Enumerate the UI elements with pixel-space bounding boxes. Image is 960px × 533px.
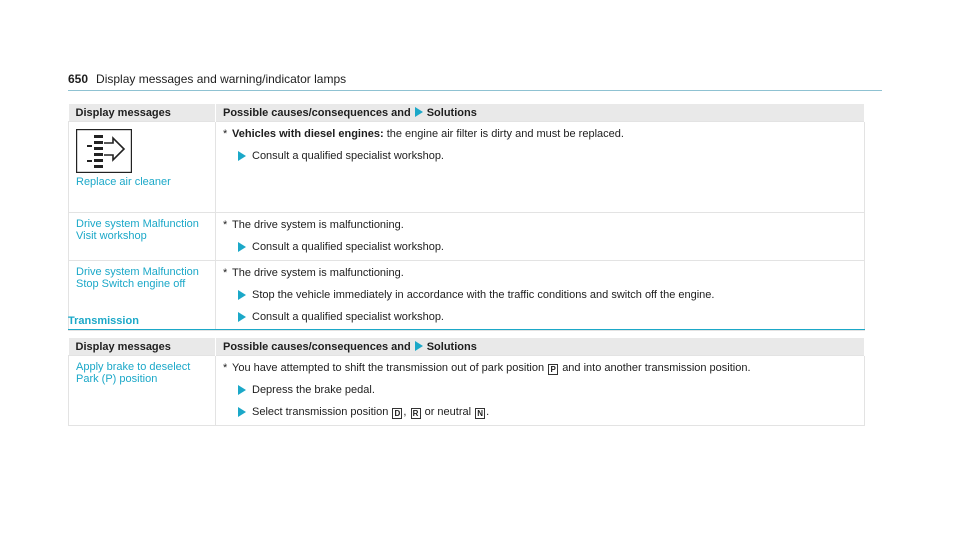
arrow-icon	[238, 407, 246, 417]
col-header-solutions: Possible causes/consequences and Solutions	[216, 338, 865, 356]
message-cell	[69, 122, 216, 213]
page-header-title: Display messages and warning/indicator lamps	[96, 72, 347, 86]
section-divider	[68, 329, 865, 330]
arrow-icon	[238, 385, 246, 395]
table-row	[69, 122, 865, 213]
display-messages-table	[68, 104, 865, 331]
solution-step: Consult a qualified specialist workshop.	[223, 240, 857, 254]
solution-step: Consult a qualified specialist workshop.	[223, 149, 857, 163]
table-header-row	[69, 104, 865, 122]
solution-cell	[216, 213, 865, 261]
arrow-icon	[415, 341, 423, 351]
solution-cell	[216, 356, 865, 426]
air-filter-icon	[76, 129, 132, 173]
message-text: Replace air cleaner	[76, 176, 171, 188]
table-header-row	[69, 338, 865, 356]
transmission-messages-table	[68, 338, 865, 426]
col-header-solutions: Possible causes/consequences and Solutions	[216, 104, 865, 122]
gear-n-key: N	[475, 408, 485, 419]
solution-step: Stop the vehicle immediately in accordance with the traffic conditions and switch off the engine.	[223, 288, 857, 302]
message-cell: Drive system Malfunction Visit workshop	[69, 213, 216, 261]
solution-cell	[216, 261, 865, 331]
solution-step: Select transmission position D , R or neutral N .	[223, 405, 857, 419]
col-header-display: Display messages	[69, 338, 216, 356]
page-header	[68, 72, 346, 86]
cause-text: * The drive system is malfunctioning.	[223, 219, 404, 231]
message-cell: Drive system Malfunction Stop Switch engine off	[69, 261, 216, 331]
header-divider	[68, 90, 882, 91]
cause-text: * You have attempted to shift the transmission out of park position P and into another transmission position.	[223, 362, 751, 374]
solution-step: Depress the brake pedal.	[223, 383, 857, 397]
section-title: Transmission	[68, 315, 139, 327]
solution-cell	[216, 122, 865, 213]
solution-step: Consult a qualified specialist workshop.	[223, 310, 857, 324]
arrow-icon	[415, 107, 423, 117]
message-cell: Apply brake to deselect Park (P) position	[69, 356, 216, 426]
gear-p-key: P	[548, 364, 558, 375]
page-number: 650	[68, 72, 89, 86]
table-row	[69, 213, 865, 261]
table-row	[69, 261, 865, 331]
gear-d-key: D	[392, 408, 402, 419]
col-header-display: Display messages	[69, 104, 216, 122]
arrow-icon	[238, 312, 246, 322]
gear-r-key: R	[411, 408, 421, 419]
cause-text: * The drive system is malfunctioning.	[223, 267, 404, 279]
table-row	[69, 356, 865, 426]
cause-text: * Vehicles with diesel engines: the engine air filter is dirty and must be replaced.	[223, 128, 624, 140]
arrow-icon	[238, 290, 246, 300]
arrow-icon	[238, 151, 246, 161]
arrow-icon	[238, 242, 246, 252]
